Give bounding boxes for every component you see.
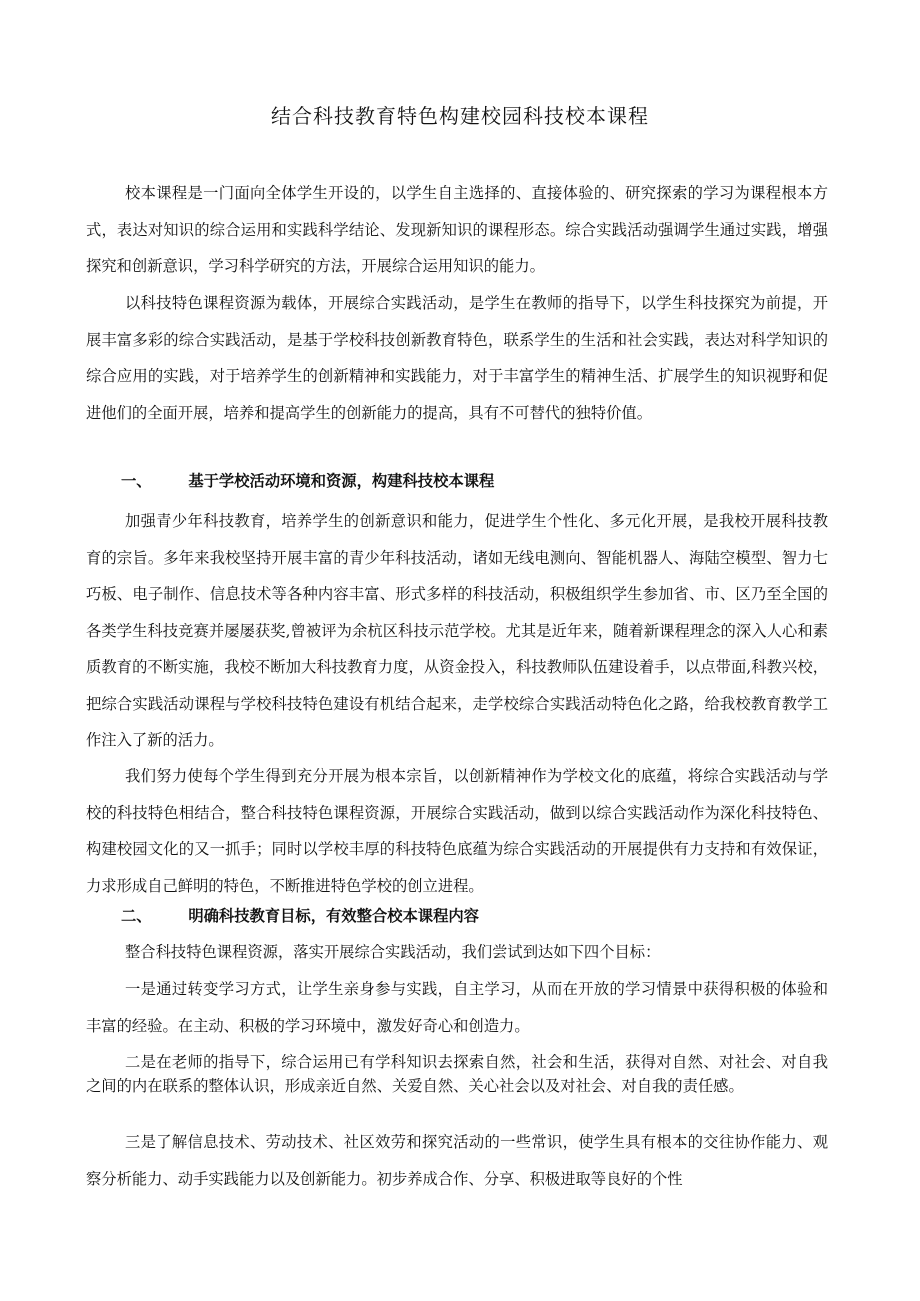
paragraph-carrier: 以科技特色课程资源为载体，开展综合实践活动，是学生在教师的指导下，以学生科技探究为前提，开展丰富多彩的综合实践活动，是基于学校科技创新教育特色，联系学生的生活和社会实践，表达对科学知识的综合应用的实践，对于培养学生的创新精神和实践能力，对于丰富学生的精神生活、扩展学生的知识视野和促进他们的全面开展，培养和提高学生的创新能力的提高，具有不可替代的独特价值。 — [86, 294, 828, 422]
section-title: 基于学校活动环境和资源，构建科技校本课程 — [188, 472, 495, 490]
paragraph-effort: 我们努力使每个学生得到充分开展为根本宗旨，以创新精神作为学校文化的底蕴，将综合实践活动与学校的科技特色相结合，整合科技特色课程资源，开展综合实践活动，做到以综合实践活动作为深化科技特色、构建校园文化的又一抓手；同时以学校丰厚的科技特色底蕴为综合实践活动的开展提供有力支持和有效保证，力求形成自己鲜明的特色，不断推进特色学校的创立进程。 — [86, 767, 828, 895]
section-title: 明确科技教育目标，有效整合校本课程内容 — [188, 907, 479, 925]
paragraph-science-education: 加强青少年科技教育，培养学生的创新意识和能力，促进学生个性化、多元化开展，是我校开展科技教育的宗旨。多年来我校坚持开展丰富的青少年科技活动，诸如无线电测向、智能机器人、海陆空模型、智力七巧板、电子制作、信息技术等各种内容丰富、形式多样的科技活动，积极组织学生参加省、市、区乃至全国的各类学生科技竞赛并屡屡获奖,曾被评为余杭区科技示范学校。尤其是近年来，随着新课程理念的深入人心和素质教育的不断实施，我校不断加大科技教育力度，从资金投入，科技教师队伍建设着手，以点带面,科教兴校，把综合实践活动课程与学校科技特色建设有机结合起来，走学校综合实践活动特色化之路，给我校教育教学工作注入了新的活力。 — [86, 512, 828, 749]
paragraph-intro: 校本课程是一门面向全体学生开设的，以学生自主选择的、直接体验的、研究探索的学习为课程根本方式，表达对知识的综合运用和实践科学结论、发现新知识的课程形态。综合实践活动强调学生通过实践，增强探究和创新意识，学习科学研究的方法，开展综合运用知识的能力。 — [86, 184, 828, 275]
paragraph-goals-intro: 整合科技特色课程资源，落实开展综合实践活动，我们尝试到达如下四个目标： — [125, 943, 661, 961]
section-number: 一、 — [121, 472, 152, 490]
section-heading-1 — [121, 469, 494, 493]
section-number: 二、 — [121, 907, 152, 925]
section-heading-2 — [121, 904, 479, 928]
paragraph-goal-1: 一是通过转变学习方式，让学生亲身参与实践，自主学习，从而在开放的学习情景中获得积极的体验和丰富的经验。在主动、积极的学习环境中，激发好奇心和创造力。 — [86, 980, 828, 1035]
paragraph-goal-3: 三是了解信息技术、劳动技术、社区效劳和探究活动的一些常识，使学生具有根本的交往协作能力、观察分析能力、动手实践能力以及创新能力。初步养成合作、分享、积极进取等良好的个性 — [86, 1133, 828, 1188]
document-title: 结合科技教育特色构建校园科技校本课程 — [271, 104, 649, 128]
paragraph-goal-2: 二是在老师的指导下，综合运用已有学科知识去探索自然，社会和生活，获得对自然、对社会、对自我之间的内在联系的整体认识，形成亲近自然、关爱自然、关心社会以及对社会、对自我的责任感。 — [86, 1053, 828, 1095]
